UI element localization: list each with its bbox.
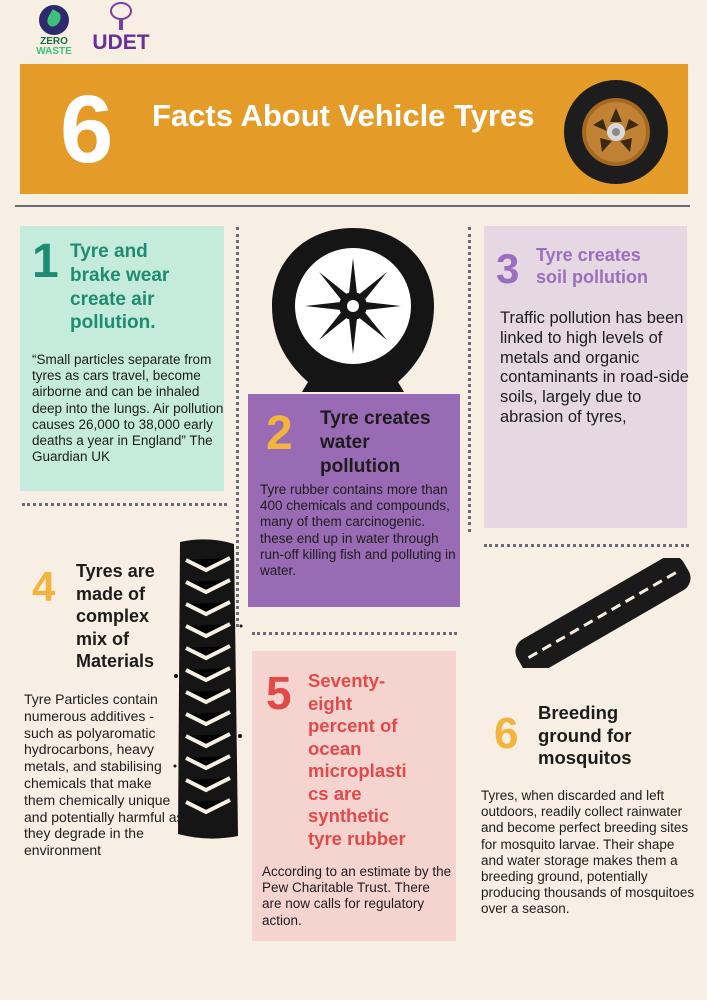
tyre-wheel-icon [562, 78, 670, 186]
fact-body: Traffic pollution has been linked to high levels of metals and organic contaminants in road-side soils, largely due to abrasion of tyres, [500, 309, 689, 426]
fact-body: Tyre Particles contain numerous additives - such as polyaromatic hydrocarbons, heavy metals, and stabilising chemicals that make them chemically unique and potentially harmful as they degrade in the environment [24, 691, 184, 859]
fact-body: Tyre rubber contains more than 400 chemicals and compounds, many of them carcinogenic. these end up in water through run-off killing fish and polluting in water. [260, 482, 456, 578]
udet-logo [86, 2, 156, 54]
row-separator [252, 632, 457, 635]
fact-number: 2 [266, 407, 293, 460]
zero-waste-line1: ZERO [40, 36, 68, 47]
zero-waste-line2: WASTE [36, 46, 72, 57]
fact-number: 4 [32, 563, 56, 610]
row-separator [484, 544, 689, 547]
fact-title: Tyre creates soil pollution [536, 245, 648, 287]
fact-title: Tyres are made of complex mix of Materials [76, 561, 155, 671]
fact-body: “Small particles separate from tyres as cars travel, become airborne and can be inhaled deep into the lungs. Air pollution causes 26,000 to 38,000 early deaths a year in England” The Guardian UK [32, 352, 224, 465]
fact-title: Tyre and brake wear create air pollution. [70, 241, 170, 334]
fact-title: Seventy- eight percent of ocean microplasti cs are synthetic tyre rubber [308, 670, 407, 849]
fact-number: 5 [266, 667, 292, 719]
leaf-icon [39, 5, 69, 35]
tree-icon [108, 2, 134, 32]
divider [15, 205, 690, 207]
udet-wordmark: UDET [92, 31, 150, 54]
banner-number: 6 [60, 76, 114, 183]
tyre-track-icon [512, 558, 692, 668]
column-separator [468, 227, 471, 532]
page-title: Facts About Vehicle Tyres [152, 98, 535, 133]
fact-number: 6 [494, 709, 519, 758]
fact-title: Tyre creates water pollution [320, 408, 431, 477]
fact-number: 3 [496, 245, 520, 292]
zero-waste-logo [32, 5, 76, 57]
fact-body: According to an estimate by the Pew Charitable Trust. There are now calls for regulatory action. [262, 864, 452, 928]
fact-number: 1 [32, 235, 59, 288]
fact-title: Breeding ground for mosquitos [538, 702, 632, 769]
row-separator [22, 503, 227, 506]
flat-tyre-icon [264, 222, 442, 397]
fact-body: Tyres, when discarded and left outdoors, readily collect rainwater and become perfect breeding sites for mosquito larvae. Their shape and water storage makes them a breeding ground, potentially producing thousands of mosquitoes over a season. [481, 788, 695, 917]
